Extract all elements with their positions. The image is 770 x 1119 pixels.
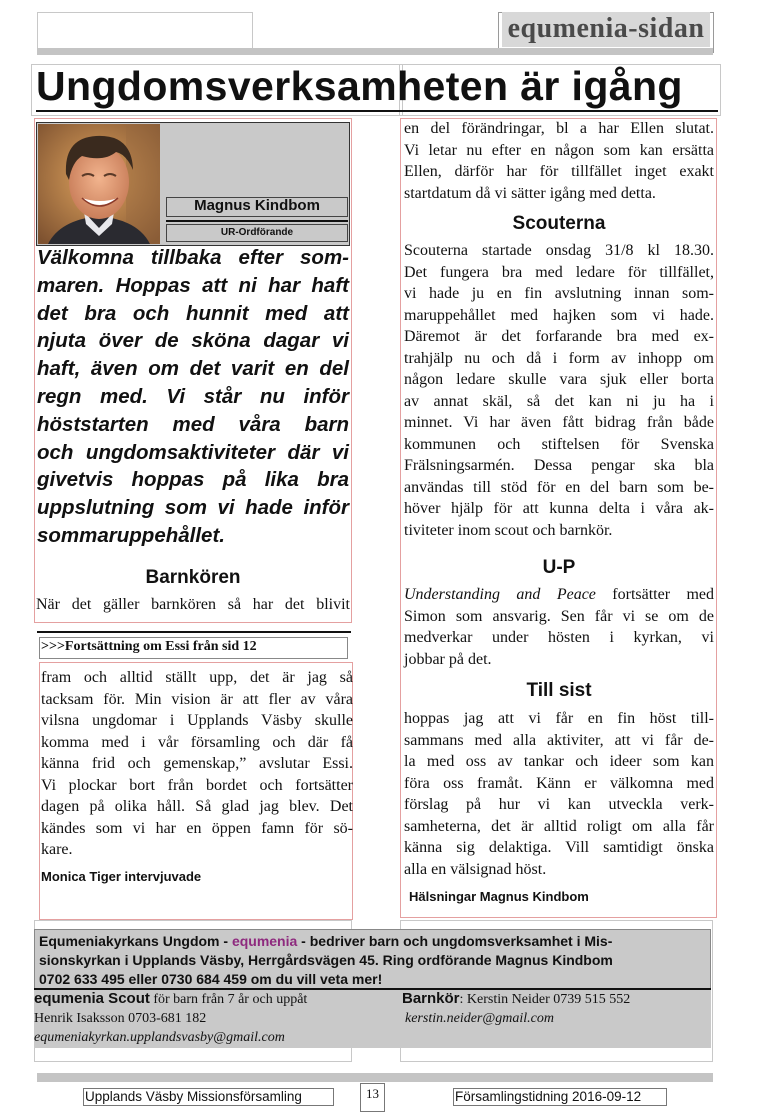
scouterna-text bbox=[404, 240, 714, 541]
info-text: - bedriver barn och ungdomsverksamhet i Mis- bbox=[297, 933, 613, 949]
scouterna-line: minnet. Vi har även fått bidrag från både bbox=[404, 414, 714, 431]
till-sist-line: alla en välsignad höst. bbox=[404, 860, 547, 878]
till-sist-line: samheterna, det är alltid roligt om alla får bbox=[404, 817, 714, 835]
scout-email[interactable]: equmeniakyrkan.upplandsvasby@gmail.com bbox=[34, 1030, 285, 1045]
header-rule bbox=[37, 48, 713, 55]
scouterna-line: Det fungera bra med ledare för tillfället, bbox=[404, 263, 714, 281]
scouterna-heading: Scouterna bbox=[512, 213, 606, 234]
right-lead-text bbox=[404, 118, 714, 204]
scouterna-line: höver hjälp för att kunna delta i våra ak- bbox=[404, 500, 714, 517]
up-rest: fortsätter med bbox=[595, 586, 714, 603]
continuation-line: kändes som vi har en öppen famn för sö- bbox=[41, 819, 353, 837]
up-line: medverkar under hösten i kyrkan, vi bbox=[404, 629, 714, 646]
scouterna-line: trahjälp nu och då i form av inhopp om bbox=[404, 349, 714, 367]
name-divider bbox=[166, 220, 348, 222]
intro-line: maren. Hoppas att ni har haft bbox=[37, 273, 349, 297]
till-sist-line: förslag på hur vi kan utveckla verk- bbox=[404, 796, 714, 813]
up-italic: Understanding and Peace bbox=[404, 586, 596, 603]
lead-line: Ellen, därför har för tillfället inget exakt bbox=[404, 163, 714, 180]
scout-desc: för barn från 7 år och uppåt bbox=[149, 992, 308, 1007]
continuation-line: känna frid och gemenskap,” avslutar Essi. bbox=[41, 755, 353, 772]
intro-line: uppslutning som vi hade inför bbox=[37, 496, 349, 520]
continuation-line: komma med i vår församling och där få bbox=[41, 733, 353, 751]
footer-left: Upplands Väsby Missionsförsamling bbox=[85, 1089, 302, 1104]
continuation-rule bbox=[37, 631, 351, 633]
scouterna-line: kommunen och stiftelsen för Svenska bbox=[404, 435, 714, 453]
scout-contact bbox=[34, 989, 394, 1047]
till-sist-line: hoppas jag att vi får en fin höst till- bbox=[404, 710, 714, 727]
continuation-line: dagen på olika håll. Så glad jag blev. Det bbox=[41, 798, 353, 815]
choir-contact bbox=[402, 989, 710, 1028]
scouterna-line: användas till stöd för en del barn som be- bbox=[404, 478, 714, 496]
scouterna-line: någon ledare skulle vara sjuk eller borta bbox=[404, 371, 714, 388]
scout-title-line bbox=[34, 989, 394, 1009]
info-line-3: 0702 633 495 eller 0730 684 459 om du vill veta mer! bbox=[39, 971, 383, 987]
continuation-line: vilsna ungdomar i Upplands Väsby skulle bbox=[41, 712, 353, 729]
scouterna-line: maruppehållet med hajken som vi hade. bbox=[404, 306, 714, 324]
till-sist-signoff: Hälsningar Magnus Kindbom bbox=[409, 889, 589, 904]
up-text bbox=[404, 584, 714, 670]
till-sist-heading: Till sist bbox=[526, 680, 592, 701]
info-text: Equmeniakyrkans Ungdom - bbox=[39, 933, 232, 949]
intro-line: sommaruppehållet. bbox=[37, 523, 225, 547]
scout-leader: Henrik Isaksson 0703-681 182 bbox=[34, 1011, 207, 1026]
till-sist-text bbox=[404, 708, 714, 880]
scout-title: equmenia Scout bbox=[34, 990, 150, 1007]
choir-title: Barnkör bbox=[402, 990, 460, 1007]
scouterna-line: Däremot är det forfarande bra med ex- bbox=[404, 328, 714, 345]
barnkoren-line: När det gäller barnkören så har det blivit bbox=[36, 596, 350, 613]
page-number: 13 bbox=[366, 1086, 379, 1101]
info-line-1 bbox=[39, 932, 706, 951]
intro-line: njuta över de sköna dagar vi bbox=[37, 329, 349, 353]
up-line bbox=[404, 584, 714, 606]
intro-line: det bra och hunnit med att bbox=[37, 301, 349, 325]
scouterna-line: Scouterna startade onsdag 31/8 kl 18.30. bbox=[404, 242, 714, 259]
intro-line: regn med. Vi står nu inför bbox=[37, 384, 349, 408]
continuation-line: fram och alltid ställt upp, det är jag så bbox=[41, 669, 353, 686]
intro-line: haft, även om det varit en del bbox=[37, 357, 349, 381]
info-box bbox=[34, 929, 711, 990]
up-heading: U-P bbox=[542, 557, 576, 578]
intro-line: höststarten med våra barn bbox=[37, 412, 349, 436]
scouterna-line: av annat skäl, så det kan ni ju ha i bbox=[404, 392, 714, 410]
scouterna-line: Frälsningsarmén. Dessa pengar ska bla bbox=[404, 457, 714, 474]
continuation-byline: Monica Tiger intervjuvade bbox=[41, 869, 202, 884]
portrait-image bbox=[38, 124, 160, 244]
continuation-heading: >>>Fortsättning om Essi från sid 12 bbox=[41, 639, 257, 654]
till-sist-line: sammans med alla aktiviter, att vi får de- bbox=[404, 731, 714, 749]
footer-rule bbox=[37, 1073, 713, 1082]
choir-title-line bbox=[402, 989, 710, 1009]
section-label: equmenia-sidan bbox=[502, 12, 710, 47]
choir-leader: : Kerstin Neider 0739 515 552 bbox=[459, 992, 631, 1007]
up-line: jobbar på det. bbox=[404, 650, 492, 668]
barnkoren-heading: Barnkören bbox=[145, 567, 241, 588]
header-empty-box bbox=[37, 12, 253, 51]
profile-name: Magnus Kindbom bbox=[194, 197, 320, 214]
intro-line: Välkomna tillbaka efter som- bbox=[37, 246, 349, 269]
lead-line: Vi letar nu efter en någon som kan ersätta bbox=[404, 141, 714, 159]
intro-paragraph bbox=[37, 244, 349, 550]
continuation-text bbox=[41, 667, 353, 861]
up-line: Simon som ansvarig. Sen får vi se om de bbox=[404, 607, 714, 625]
intro-line: och ungdomsaktiviteter där vi bbox=[37, 440, 349, 464]
scouterna-line: tiviteter inom scout och barnkör. bbox=[404, 521, 613, 539]
lead-line: startdatum då vi sätter igång med detta. bbox=[404, 184, 656, 202]
headline-underline bbox=[36, 110, 718, 112]
choir-email[interactable]: kerstin.neider@gmail.com bbox=[405, 1011, 554, 1026]
barnkoren-text bbox=[36, 594, 350, 616]
scouterna-line: vi hade ju en fin avslutning innan som- bbox=[404, 285, 714, 302]
intro-line: givetvis hoppas på lika bra bbox=[37, 468, 349, 492]
till-sist-line: la med oss av tankar och ideer som kan bbox=[404, 753, 714, 770]
continuation-line: kare. bbox=[41, 841, 73, 858]
info-brand: equmenia bbox=[231, 933, 298, 949]
till-sist-line: föra oss framåt. Känn er välkomna med bbox=[404, 774, 714, 792]
profile-photo bbox=[38, 124, 160, 244]
footer-right: Församlingstidning 2016-09-12 bbox=[455, 1089, 642, 1104]
profile-card bbox=[36, 122, 350, 246]
continuation-line: tacksam för. Min vision är att fler av våra bbox=[41, 690, 353, 708]
headline: Ungdomsverksamheten är igång bbox=[36, 63, 683, 109]
till-sist-line: känna sig delaktiga. Vill samtidigt önska bbox=[404, 839, 714, 856]
lead-line: en del förändringar, bl a har Ellen slutat. bbox=[404, 120, 714, 137]
continuation-line: Vi plockar bort från bordet och fortsätter bbox=[41, 776, 353, 794]
profile-role: UR-Ordförande bbox=[220, 227, 294, 238]
info-line-2: sionskyrkan i Upplands Väsby, Herrgårdsvägen 45. Ring ordförande Magnus Kindbom bbox=[39, 952, 613, 968]
